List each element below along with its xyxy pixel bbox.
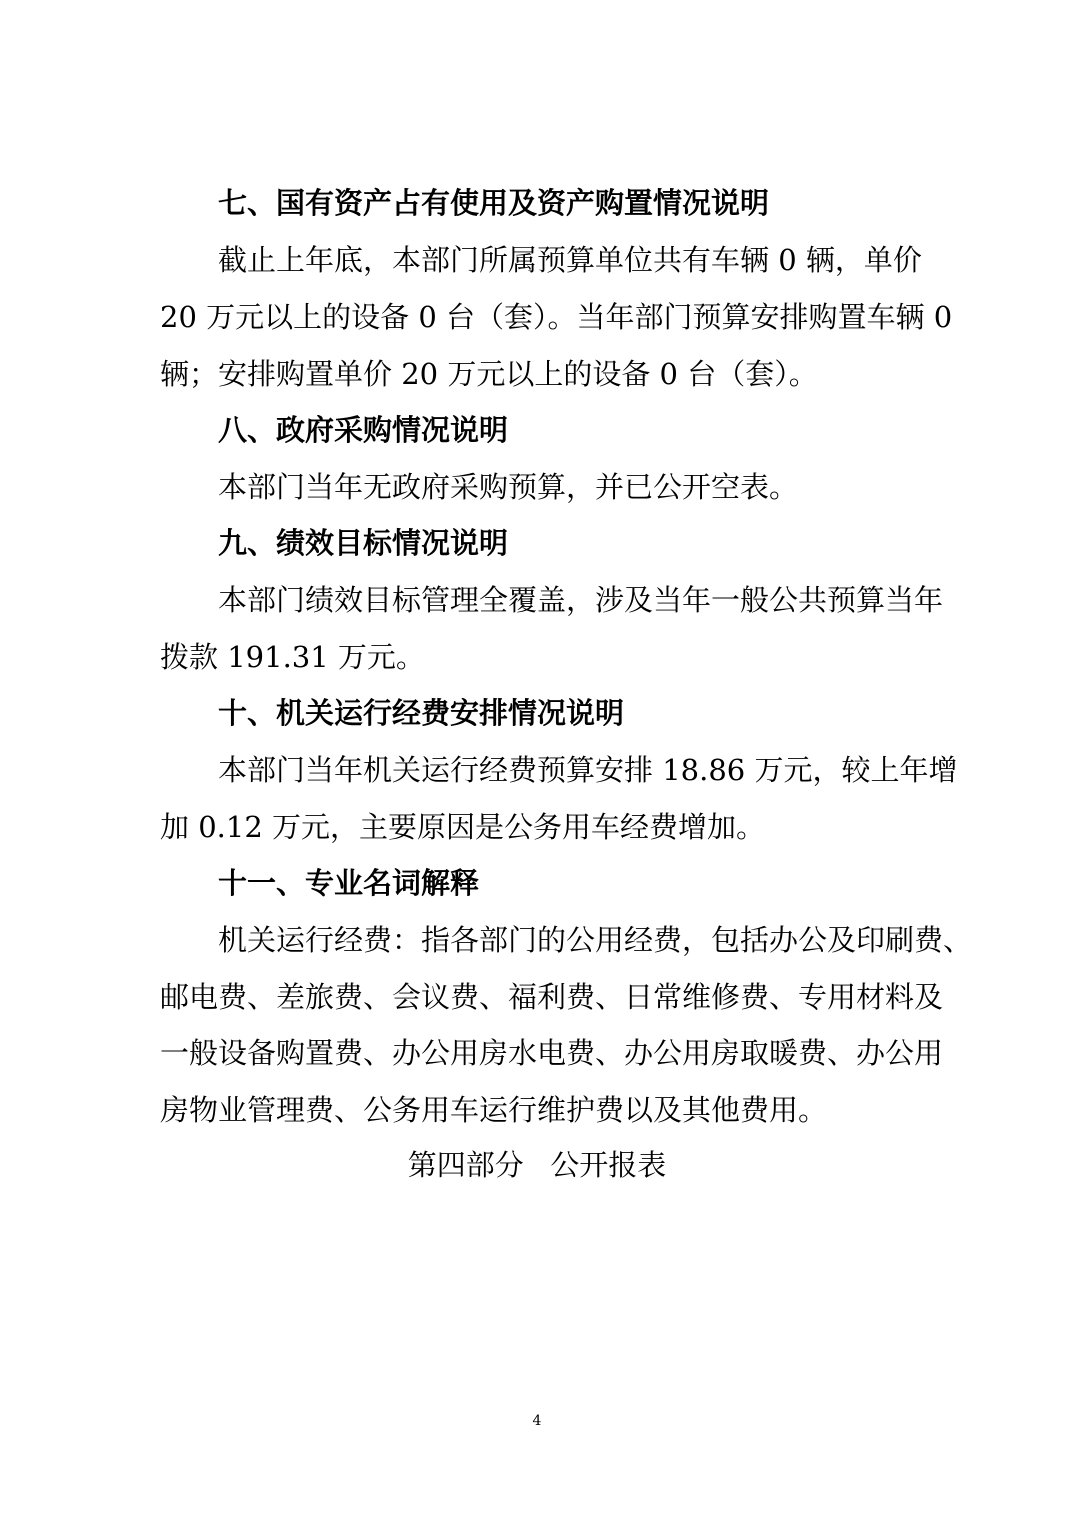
section-heading-performance: 九、绩效目标情况说明 <box>218 526 509 560</box>
section-heading-procurement: 八、政府采购情况说明 <box>218 413 509 447</box>
paragraph-line: 一般设备购置费、办公用房水电费、办公用房取暖费、办公用 <box>160 1036 944 1070</box>
page-number: 4 <box>532 1413 542 1429</box>
paragraph-line: 本部门当年无政府采购预算，并已公开空表。 <box>218 470 799 504</box>
paragraph-line: 截止上年底，本部门所属预算单位共有车辆 0 辆，单价 <box>218 243 922 277</box>
paragraph-line: 加 0.12 万元，主要原因是公务用车经费增加。 <box>160 810 766 844</box>
paragraph-line: 邮电费、差旅费、会议费、福利费、日常维修费、专用材料及 <box>160 980 944 1014</box>
paragraph-line: 本部门绩效目标管理全覆盖，涉及当年一般公共预算当年 <box>218 583 944 617</box>
paragraph-line: 本部门当年机关运行经费预算安排 18.86 万元，较上年增 <box>218 753 958 787</box>
paragraph-line: 辆；安排购置单价 20 万元以上的设备 0 台（套）。 <box>160 357 818 391</box>
paragraph-line: 20 万元以上的设备 0 台（套）。当年部门预算安排购置车辆 0 <box>160 300 953 334</box>
paragraph-line: 机关运行经费：指各部门的公用经费，包括办公及印刷费、 <box>218 923 973 957</box>
paragraph-line: 房物业管理费、公务用车运行维护费以及其他费用。 <box>160 1093 828 1127</box>
section-heading-glossary: 十一、专业名词解释 <box>218 866 480 900</box>
part-title: 第四部分 公开报表 <box>407 1148 667 1182</box>
section-heading-assets: 七、国有资产占有使用及资产购置情况说明 <box>218 186 770 220</box>
paragraph-line: 拨款 191.31 万元。 <box>160 640 425 674</box>
section-heading-operating-costs: 十、机关运行经费安排情况说明 <box>218 696 625 730</box>
